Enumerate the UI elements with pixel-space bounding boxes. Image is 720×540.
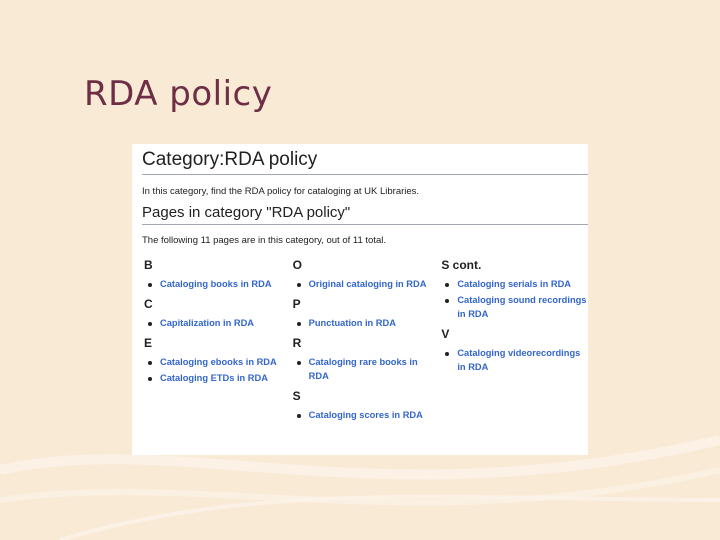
letter-heading-o: O bbox=[292, 258, 303, 272]
category-page-link[interactable]: Cataloging serials in RDA bbox=[439, 277, 588, 291]
category-page-link[interactable]: Punctuation in RDA bbox=[291, 316, 440, 330]
category-page-link[interactable]: Cataloging rare books in RDA bbox=[291, 355, 440, 383]
letter-heading-s: S bbox=[292, 389, 301, 403]
category-page-link[interactable]: Cataloging sound recordings in RDA bbox=[439, 293, 588, 321]
letter-heading-b: B bbox=[144, 258, 153, 272]
category-column-1 bbox=[142, 258, 291, 428]
category-page-link[interactable]: Cataloging scores in RDA bbox=[291, 408, 440, 422]
section-heading: Pages in category "RDA policy" bbox=[142, 204, 588, 225]
letter-heading-c: C bbox=[144, 297, 153, 311]
letter-heading-e: E bbox=[144, 336, 153, 350]
category-page-link[interactable]: Capitalization in RDA bbox=[142, 316, 291, 330]
category-page-link[interactable]: Cataloging ETDs in RDA bbox=[142, 371, 291, 385]
page-title: Category:RDA policy bbox=[142, 149, 588, 175]
page-count-text: The following 11 pages are in this category, out of 11 total. bbox=[142, 235, 386, 246]
letter-group-s-cont bbox=[439, 277, 588, 321]
letter-heading-r: R bbox=[292, 336, 302, 350]
letter-group-r bbox=[291, 355, 440, 383]
letter-heading-v: V bbox=[441, 327, 450, 341]
letter-group-o bbox=[291, 277, 440, 291]
category-page-link[interactable]: Cataloging books in RDA bbox=[142, 277, 291, 291]
slide-title: RDA policy bbox=[84, 74, 273, 114]
letter-group-p bbox=[291, 316, 440, 330]
category-columns bbox=[142, 258, 588, 428]
category-column-3 bbox=[439, 258, 588, 428]
letter-group-e bbox=[142, 355, 291, 385]
category-column-2 bbox=[291, 258, 440, 428]
category-intro: In this category, find the RDA policy for cataloging at UK Libraries. bbox=[142, 186, 420, 197]
category-page-link[interactable]: Cataloging videorecordings in RDA bbox=[439, 346, 588, 374]
category-page-link[interactable]: Cataloging ebooks in RDA bbox=[142, 355, 291, 369]
letter-group-v bbox=[439, 346, 588, 374]
wiki-category-screenshot bbox=[132, 144, 588, 455]
letter-group-b bbox=[142, 277, 291, 291]
letter-group-s bbox=[291, 408, 440, 422]
letter-heading-p: P bbox=[292, 297, 301, 311]
category-page-link[interactable]: Original cataloging in RDA bbox=[291, 277, 440, 291]
letter-heading-s-cont: S cont. bbox=[441, 258, 482, 272]
letter-group-c bbox=[142, 316, 291, 330]
